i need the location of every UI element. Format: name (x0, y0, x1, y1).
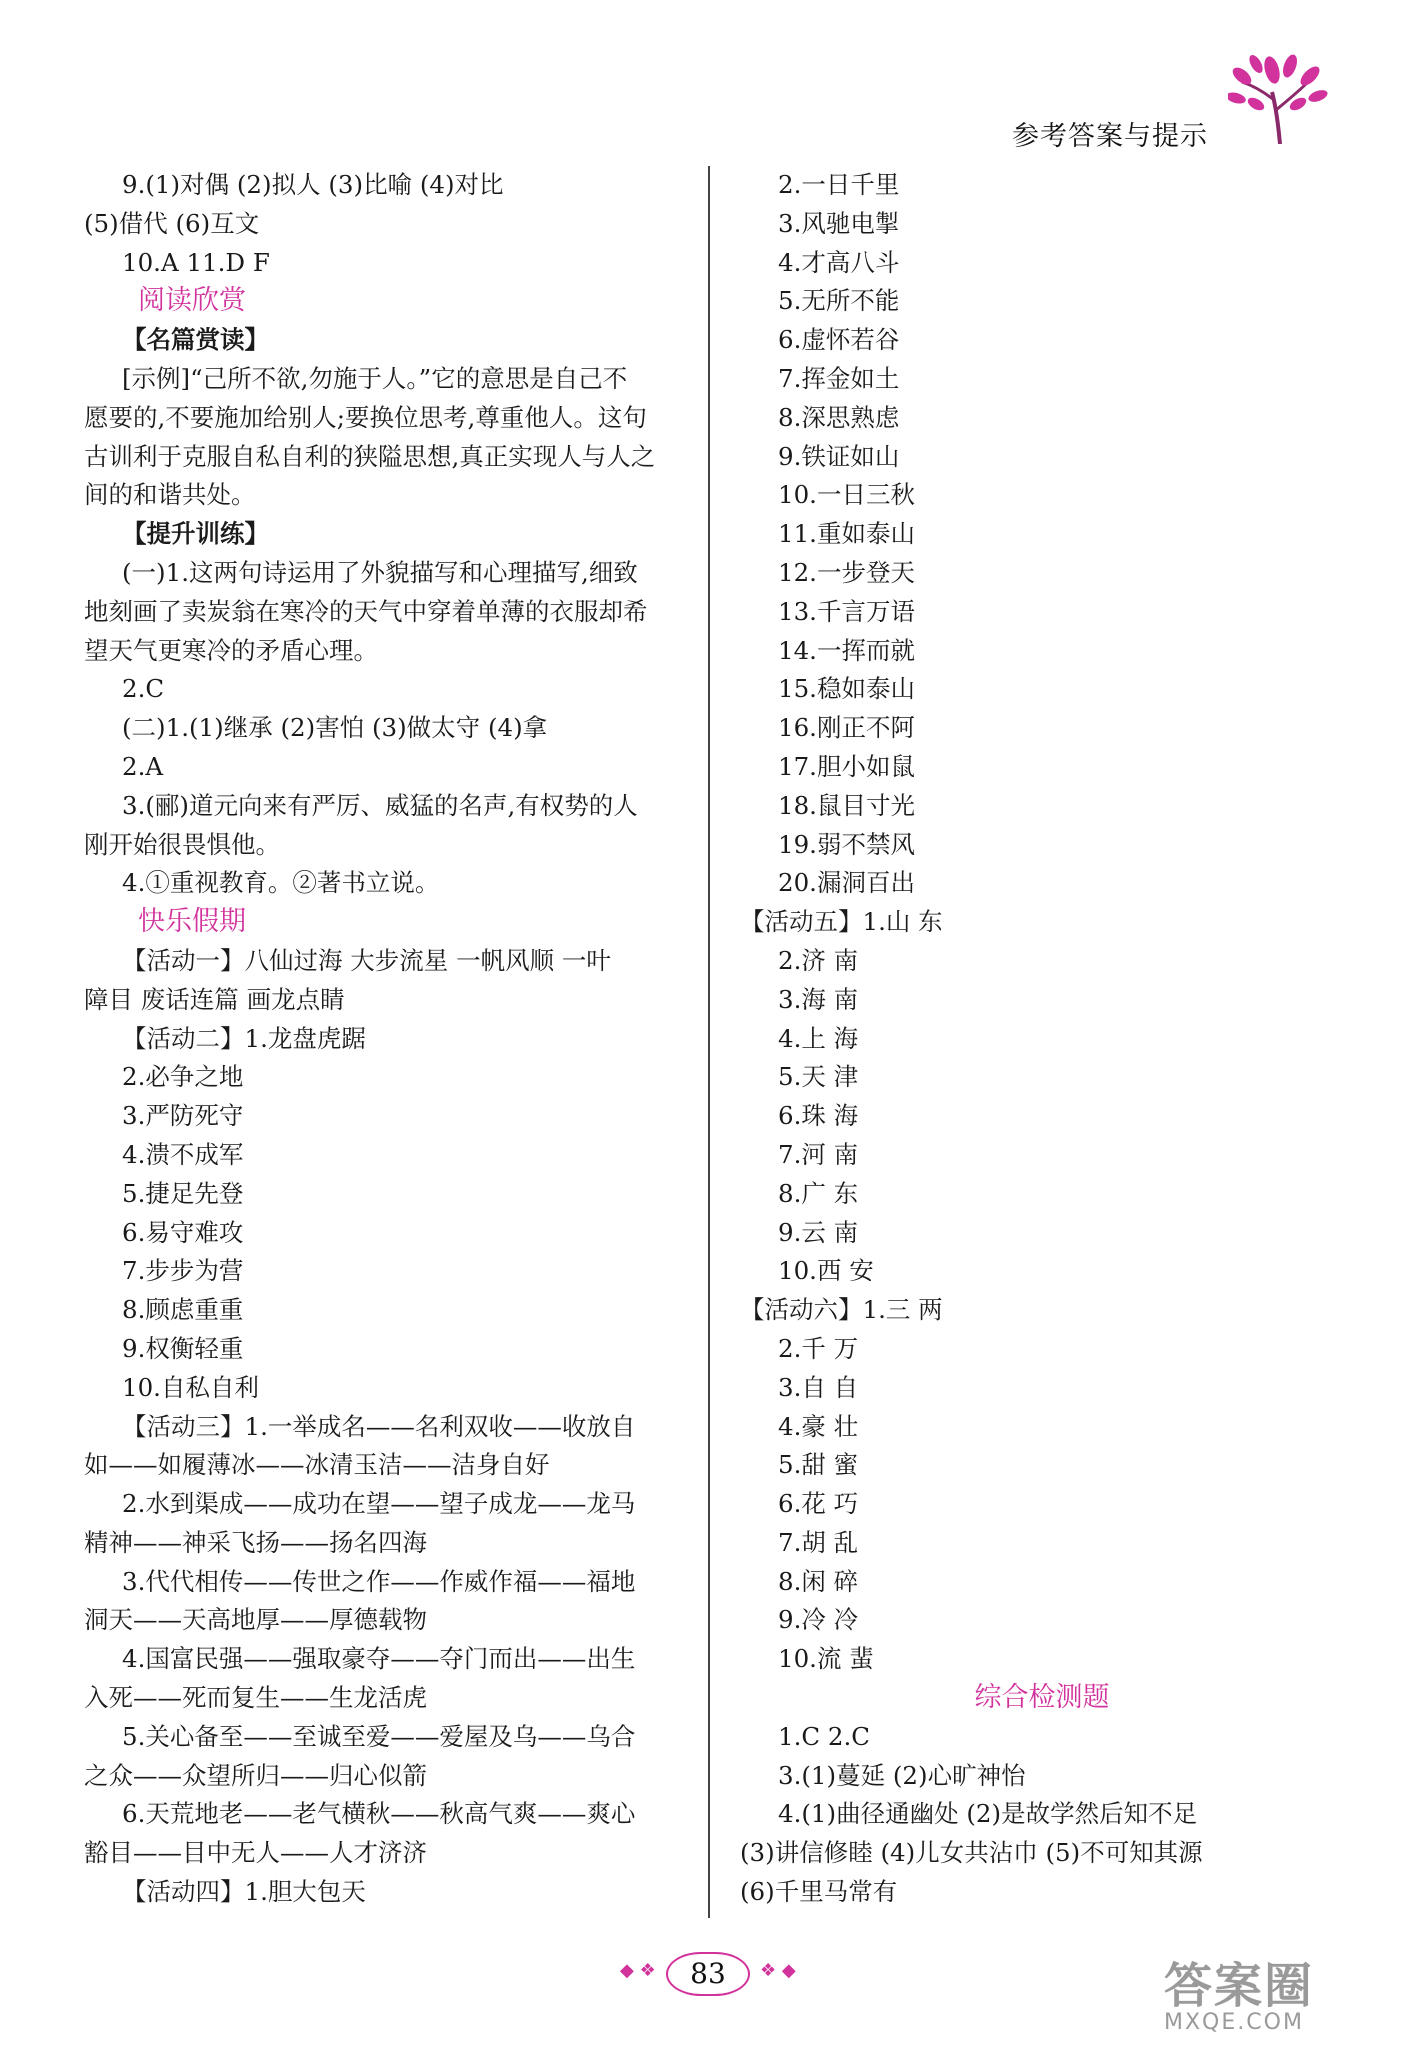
answer-line: 豁目——目中无人——人才济济 (84, 1838, 427, 1868)
answer-line: 9.(1)对偶 (2)拟人 (3)比喻 (4)对比 (122, 170, 504, 199)
answer-line: 2.水到渠成——成功在望——望子成龙——龙马 (122, 1489, 636, 1519)
answer-line: 8.顾虑重重 (122, 1295, 244, 1325)
answer-line: 【活动六】1.三 两 (740, 1295, 943, 1325)
answer-line: 7.挥金如土 (778, 363, 900, 393)
answer-line: 15.稳如泰山 (778, 674, 915, 704)
answer-line: 10.A 11.D F (122, 247, 270, 277)
answer-line: 6.天荒地老——老气横秋——秋高气爽——爽心 (122, 1799, 636, 1829)
answer-line: 2.C (122, 674, 165, 704)
answer-line: [示例]“己所不欲,勿施于人。”它的意思是自己不 (122, 363, 628, 393)
answer-line: 洞天——天高地厚——厚德载物 (84, 1605, 427, 1635)
answer-line: 10.流 蜚 (778, 1644, 874, 1674)
page-number: 83 (666, 1952, 750, 1996)
answer-line: (一)1.这两句诗运用了外貌描写和心理描写,细致 (122, 557, 638, 587)
answer-line: 2.一日千里 (778, 170, 900, 199)
answer-line: 2.A (122, 751, 164, 781)
answer-line: 2.必争之地 (122, 1062, 244, 1092)
section-heading: 综合检测题 (974, 1682, 1110, 1714)
answer-line: 愿要的,不要施加给别人;要换位思考,尊重他人。这句 (84, 402, 647, 432)
answer-line: 入死——死而复生——生龙活虎 (84, 1683, 427, 1713)
answer-line: 10.自私自利 (122, 1372, 259, 1402)
answer-line: (5)借代 (6)互文 (84, 208, 260, 238)
answer-line: 5.捷足先登 (122, 1178, 244, 1208)
answer-line: 9.冷 冷 (778, 1605, 859, 1635)
tree-logo-icon (1228, 52, 1328, 144)
page-footer (600, 1950, 814, 2000)
answer-line: 8.广 东 (778, 1178, 859, 1208)
footer-ornament-left-icon: ◆ ❖ (620, 1960, 656, 1981)
answer-line: 4.豪 壮 (778, 1411, 859, 1441)
section-heading: 阅读欣赏 (138, 285, 246, 317)
answer-line: 5.甜 蜜 (778, 1450, 859, 1480)
answer-line: 9.铁证如山 (778, 441, 900, 471)
answer-line: 5.无所不能 (778, 286, 900, 316)
answer-line: 7.步步为营 (122, 1256, 244, 1286)
answer-line: (3)讲信修睦 (4)儿女共沾巾 (5)不可知其源 (740, 1838, 1203, 1868)
answer-line: 3.海 南 (778, 984, 859, 1014)
answer-line: 刚开始很畏惧他。 (84, 829, 280, 859)
answer-line: 精神——神采飞扬——扬名四海 (84, 1527, 427, 1557)
answer-line: 3.代代相传——传世之作——作威作福——福地 (122, 1566, 636, 1596)
answer-line: 【活动二】1.龙盘虎踞 (122, 1023, 366, 1053)
answer-line: 5.天 津 (778, 1062, 859, 1092)
footer-ornament-right-icon: ❖ ◆ (760, 1960, 796, 1981)
left-column (84, 166, 688, 1912)
answer-line: 8.闲 碎 (778, 1566, 859, 1596)
answer-line: 6.珠 海 (778, 1101, 859, 1131)
answer-line: 【提升训练】 (122, 519, 269, 549)
answer-line: 4.①重视教育。②著书立说。 (122, 868, 440, 898)
answer-line: 19.弱不禁风 (778, 829, 915, 859)
answer-line: 13.千言万语 (778, 596, 915, 626)
answer-line: 2.千 万 (778, 1333, 859, 1363)
answer-line: 10.西 安 (778, 1256, 874, 1286)
answer-line: 12.一步登天 (778, 557, 915, 587)
answer-line: 4.国富民强——强取豪夺——夺门而出——出生 (122, 1644, 636, 1674)
section-heading: 快乐假期 (138, 906, 246, 938)
answer-line: 17.胆小如鼠 (778, 751, 915, 781)
answer-line: 3.(1)蔓延 (2)心旷神怡 (778, 1760, 1026, 1790)
answer-line: 障目 废话连篇 画龙点睛 (84, 984, 345, 1014)
answer-line: 14.一挥而就 (778, 635, 915, 665)
answer-line: 4.才高八斗 (778, 247, 900, 277)
answer-line: 望天气更寒冷的矛盾心理。 (84, 635, 378, 665)
answer-line: 16.刚正不阿 (778, 713, 915, 743)
answer-line: 古训利于克服自私自利的狭隘思想,真正实现人与人之 (84, 441, 656, 471)
answer-line: 间的和谐共处。 (84, 480, 256, 510)
answer-line: 6.虚怀若谷 (778, 325, 900, 355)
answer-line: 1.C 2.C (778, 1721, 871, 1751)
answer-line: 7.胡 乱 (778, 1527, 859, 1557)
answer-line: 地刻画了卖炭翁在寒冷的天气中穿着单薄的衣服却希 (84, 596, 648, 626)
header-title: 参考答案与提示 (1012, 121, 1208, 152)
answer-line: 【活动一】八仙过海 大步流星 一帆风顺 一叶 (122, 945, 611, 975)
answer-line: 4.上 海 (778, 1023, 859, 1053)
answer-line: 20.漏洞百出 (778, 868, 915, 898)
answer-line: 3.(郦)道元向来有严厉、威猛的名声,有权势的人 (122, 790, 638, 820)
answer-line: 9.权衡轻重 (122, 1333, 244, 1363)
answer-line: 3.自 自 (778, 1372, 859, 1402)
answer-line: 18.鼠目寸光 (778, 790, 915, 820)
answer-line: 8.深思熟虑 (778, 402, 900, 432)
answer-line: 3.风驰电掣 (778, 208, 900, 238)
answer-line: 10.一日三秋 (778, 480, 915, 510)
answer-line: 7.河 南 (778, 1139, 859, 1169)
answer-line: 5.关心备至——至诚至爱——爱屋及乌——乌合 (122, 1721, 636, 1751)
right-column (740, 166, 1344, 1912)
answer-line: 【活动五】1.山 东 (740, 907, 943, 937)
answer-line: 6.易守难攻 (122, 1217, 244, 1247)
answer-line: 【名篇赏读】 (122, 325, 269, 355)
watermark (1164, 1947, 1394, 2047)
answer-line: 6.花 巧 (778, 1489, 859, 1519)
answer-line: 4.溃不成军 (122, 1139, 244, 1169)
answer-line: 【活动四】1.胆大包天 (122, 1877, 366, 1907)
answer-line: 9.云 南 (778, 1217, 859, 1247)
answer-line: (6)千里马常有 (740, 1877, 898, 1907)
answer-line: 2.济 南 (778, 945, 859, 975)
answer-line: 之众——众望所归——归心似箭 (84, 1760, 427, 1790)
answer-line: 3.严防死守 (122, 1101, 244, 1131)
answer-line: (二)1.(1)继承 (2)害怕 (3)做太守 (4)拿 (122, 713, 548, 743)
watermark-url: MXQE.COM (1164, 2010, 1304, 2035)
column-divider (708, 166, 710, 1918)
watermark-logo: 答案圈 (1164, 1958, 1315, 2014)
answer-line: 11.重如泰山 (778, 519, 915, 549)
answer-line: 【活动三】1.一举成名——名利双收——收放自 (122, 1411, 636, 1441)
answer-line: 4.(1)曲径通幽处 (2)是故学然后知不足 (778, 1799, 1198, 1829)
answer-line: 如——如履薄冰——冰清玉洁——洁身自好 (84, 1450, 550, 1480)
